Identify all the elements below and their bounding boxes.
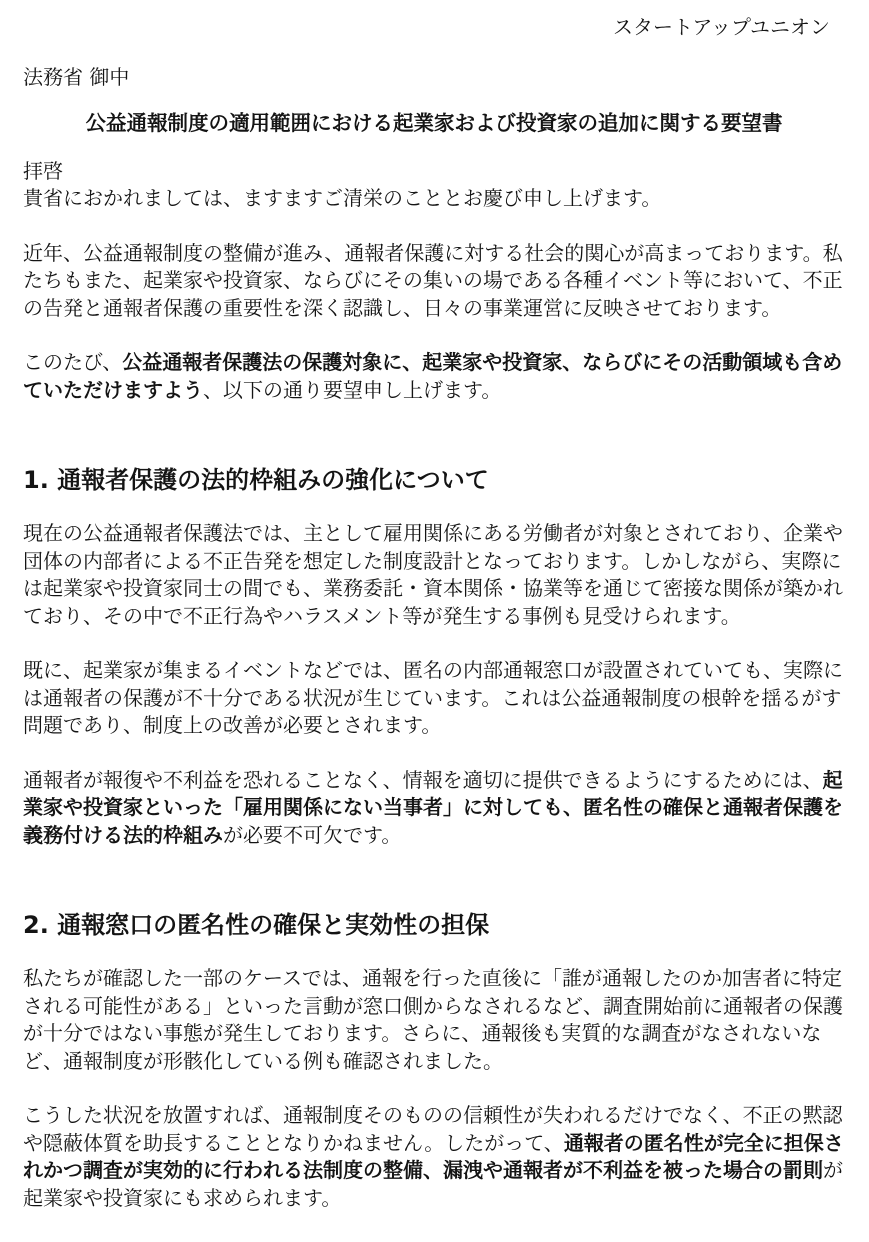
request-text-pre: このたび、 — [23, 350, 123, 374]
greeting-line: 貴省におかれましては、ますますご清栄のこととお慶び申し上げます。 — [23, 186, 662, 210]
section-1-paragraph-2: 既に、起業家が集まるイベントなどでは、匿名の内部通報窓口が設置されていても、実際には通報者の保護が不十分である状況が生じています。これは公益通報制度の根幹を揺るがす問題であり、制度上の改善が必要とされます。 — [23, 658, 843, 737]
section-2-paragraph-2 — [23, 1102, 845, 1212]
request-paragraph — [23, 349, 845, 404]
section-1-p3-post: が必要不可欠です。 — [223, 822, 402, 847]
section-2-heading: 2. 通報窓口の匿名性の確保と実効性の担保 — [23, 911, 490, 939]
section-1-paragraph-1: 現在の公益通報者保護法では、主として雇用関係にある労働者が対象とされており、企業や団体の内部者による不正告発を想定した制度設計となっております。しかしながら、実際には起業家や投資家同士の間でも、業務委託・資本関係・協業等を通じて密接な関係が築かれており、その中で不正行為やハラスメント等が発生する事例も見受けられます。 — [23, 521, 843, 628]
intro-paragraph: 近年、公益通報制度の整備が進み、通報者保護に対する社会的関心が高まっております。私たちもまた、起業家や投資家、ならびにその集いの場である各種イベント等において、不正の告発と通報者保護の重要性を深く認識し、日々の事業運営に反映させております。 — [23, 240, 843, 320]
recipient-line: 法務省 御中 — [23, 64, 130, 89]
section-1-p3-pre: 通報者が報復や不利益を恐れることなく、情報を適切に提供できるようにするためには、 — [23, 767, 823, 792]
request-text-post: 、以下の通り要望申し上げます。 — [203, 377, 502, 402]
salutation-block — [23, 158, 845, 213]
sender-name: スタートアップユニオン — [613, 15, 830, 39]
request-text-bold: 公益通報者保護法の保護対象に、起業家や投資家、ならびにその活動領域も含めていただけますよう — [23, 350, 843, 402]
salutation: 拝啓 — [23, 158, 63, 183]
document-title: 公益通報制度の適用範囲における起業家および投資家の追加に関する要望書 — [85, 111, 783, 135]
section-2-paragraph-1: 私たちが確認した一部のケースでは、通報を行った直後に「誰が通報したのか加害者に特定される可能性がある」といった言動が窓口側からなされるなど、調査開始前に通報者の保護が十分ではない事態が発生しております。さらに、通報後も実質的な調査がなされないなど、通報制度が形骸化している例も確認されました。 — [23, 966, 843, 1073]
section-2-p2-bold: 通報者の匿名性が完全に担保されかつ調査が実効的に行われる法制度の整備、漏洩や通報者が不利益を被った場合の罰則 — [23, 1130, 844, 1182]
section-1-heading: 1. 通報者保護の法的枠組みの強化について — [23, 466, 489, 494]
section-2-p2-pre: こうした状況を放置すれば、通報制度そのものの信頼性が失われるだけでなく、不正の黙認や隠蔽体質を助長することとなりかねません。したがって、 — [23, 1103, 843, 1155]
section-1-p3-bold: 起業家や投資家といった「雇用関係にない当事者」に対しても、匿名性の確保と通報者保護を義務付ける法的枠組み — [23, 767, 843, 847]
section-2-p2-post: が起業家や投資家にも求められます。 — [23, 1158, 843, 1210]
section-1-paragraph-3 — [23, 767, 845, 850]
